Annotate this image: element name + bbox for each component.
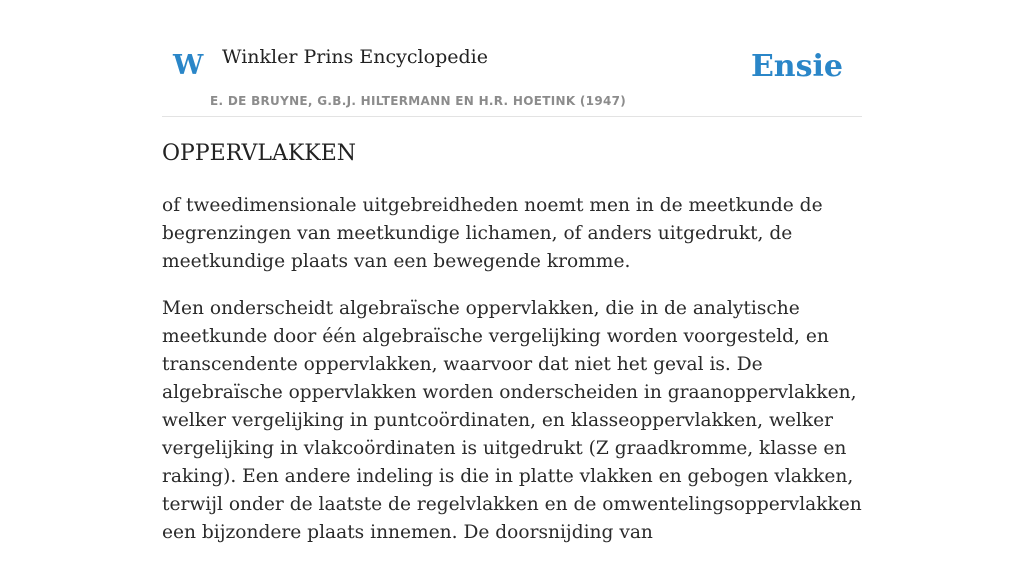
entry-paragraph: of tweedimensionale uitgebreidheden noemt men in de meetkunde de begrenzingen van meetkundige lichamen, of anders uitgedrukt, de meetkundige plaats van een bewegende kromme. [162, 195, 823, 272]
entry-body [162, 192, 862, 566]
source-title[interactable]: Winkler Prins Encyclopedie [222, 46, 488, 68]
source-logo[interactable]: W [173, 50, 204, 81]
brand-logo[interactable]: Ensie [750, 49, 843, 84]
entry-title: OPPERVLAKKEN [162, 141, 357, 166]
source-authors: E. DE BRUYNE, G.B.J. HILTERMANN EN H.R. HOETINK (1947) [210, 94, 627, 108]
entry-paragraph: Men onderscheidt algebraïsche oppervlakken, die in de analytische meetkunde door één algebraïsche vergelijking worden voorgesteld, en transcendente oppervlakken, waarvoor dat niet het geval is. De algebraïsche oppervlakken worden onderscheiden in graanoppervlakken, welker vergelijking in puntcoördinaten, en klasseoppervlakken, welker vergelijking in vlakcoördinaten is uitgedrukt (Z graadkromme, klasse en raking). Een andere indeling is die in platte vlakken en gebogen vlakken, terwijl onder de laatste de regelvlakken en de omwentelingsoppervlakken een bijzondere plaats innemen. De doorsnijding van [162, 298, 862, 543]
source-header [162, 0, 862, 117]
